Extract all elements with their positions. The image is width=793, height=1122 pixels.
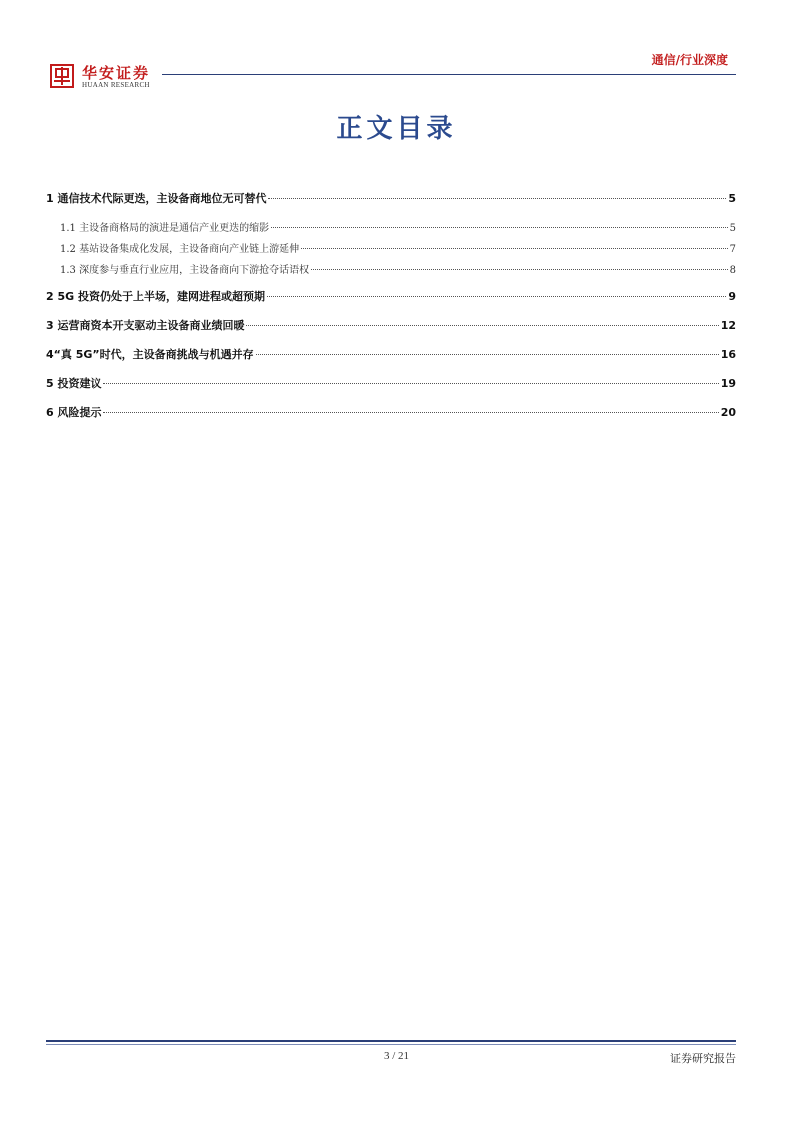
toc-leader-dots — [103, 412, 718, 413]
toc-leader-dots — [256, 354, 719, 355]
footer-report-label: 证券研究报告 — [670, 1052, 736, 1065]
toc-leader-dots — [311, 269, 728, 270]
toc-entry-label: 6 风险提示 — [46, 406, 102, 419]
logo-name-en: HUAAN RESEARCH — [82, 81, 150, 89]
company-logo-icon — [50, 64, 74, 88]
footer-divider — [46, 1040, 736, 1042]
toc-leader-dots — [103, 383, 718, 384]
toc-entry-page: 20 — [720, 406, 736, 419]
toc-entry-label: 1.2 基站设备集成化发展，主设备商向产业链上游延伸 — [60, 244, 300, 255]
toc-entry[interactable] — [46, 375, 736, 391]
toc-entry-page: 8 — [729, 265, 736, 276]
toc-leader-dots — [271, 227, 728, 228]
toc-leader-dots — [246, 325, 718, 326]
page-title: 正文目录 — [336, 114, 457, 144]
header-divider — [162, 74, 736, 75]
toc-entry-page: 5 — [728, 192, 736, 205]
toc-entry-page: 7 — [729, 244, 736, 255]
toc-leader-dots — [301, 248, 728, 249]
toc-leader-dots — [267, 296, 726, 297]
toc-entry[interactable] — [46, 288, 736, 304]
toc-entry[interactable] — [46, 190, 736, 206]
toc-entry-label: 5 投资建议 — [46, 377, 102, 390]
toc-entry-label: 1.3 深度参与垂直行业应用，主设备商向下游抢夺话语权 — [60, 265, 310, 276]
toc-entry[interactable] — [46, 346, 736, 362]
page-number: 3 / 21 — [383, 1050, 410, 1062]
toc-leader-dots — [268, 198, 726, 199]
toc-entry-label: 3 运营商资本开支驱动主设备商业绩回暖 — [46, 319, 245, 332]
toc-entry[interactable] — [46, 317, 736, 333]
toc-entry-page: 5 — [729, 223, 736, 234]
report-category: 通信/行业深度 — [651, 53, 728, 67]
toc-entry[interactable] — [46, 404, 736, 420]
logo-name-cn: 华安证券 — [82, 64, 151, 82]
toc-entry-page: 16 — [720, 348, 736, 361]
toc-entry-label: 1 通信技术代际更迭，主设备商地位无可替代 — [46, 192, 267, 205]
toc-entry-label: 2 5G 投资仍处于上半场，建网进程或超预期 — [46, 290, 265, 303]
toc-entry[interactable] — [46, 261, 736, 276]
page-header — [46, 53, 736, 100]
toc-entry[interactable] — [46, 219, 736, 234]
toc-entry-page: 19 — [720, 377, 736, 390]
footer-divider-thin — [46, 1044, 736, 1045]
toc-entry-label: 4“真 5G”时代，主设备商挑战与机遇并存 — [46, 348, 254, 361]
toc-entry-page: 9 — [728, 290, 736, 303]
toc-entry-page: 12 — [720, 319, 736, 332]
toc-entry-label: 1.1 主设备商格局的演进是通信产业更迭的缩影 — [60, 223, 270, 234]
toc-entry[interactable] — [46, 240, 736, 255]
